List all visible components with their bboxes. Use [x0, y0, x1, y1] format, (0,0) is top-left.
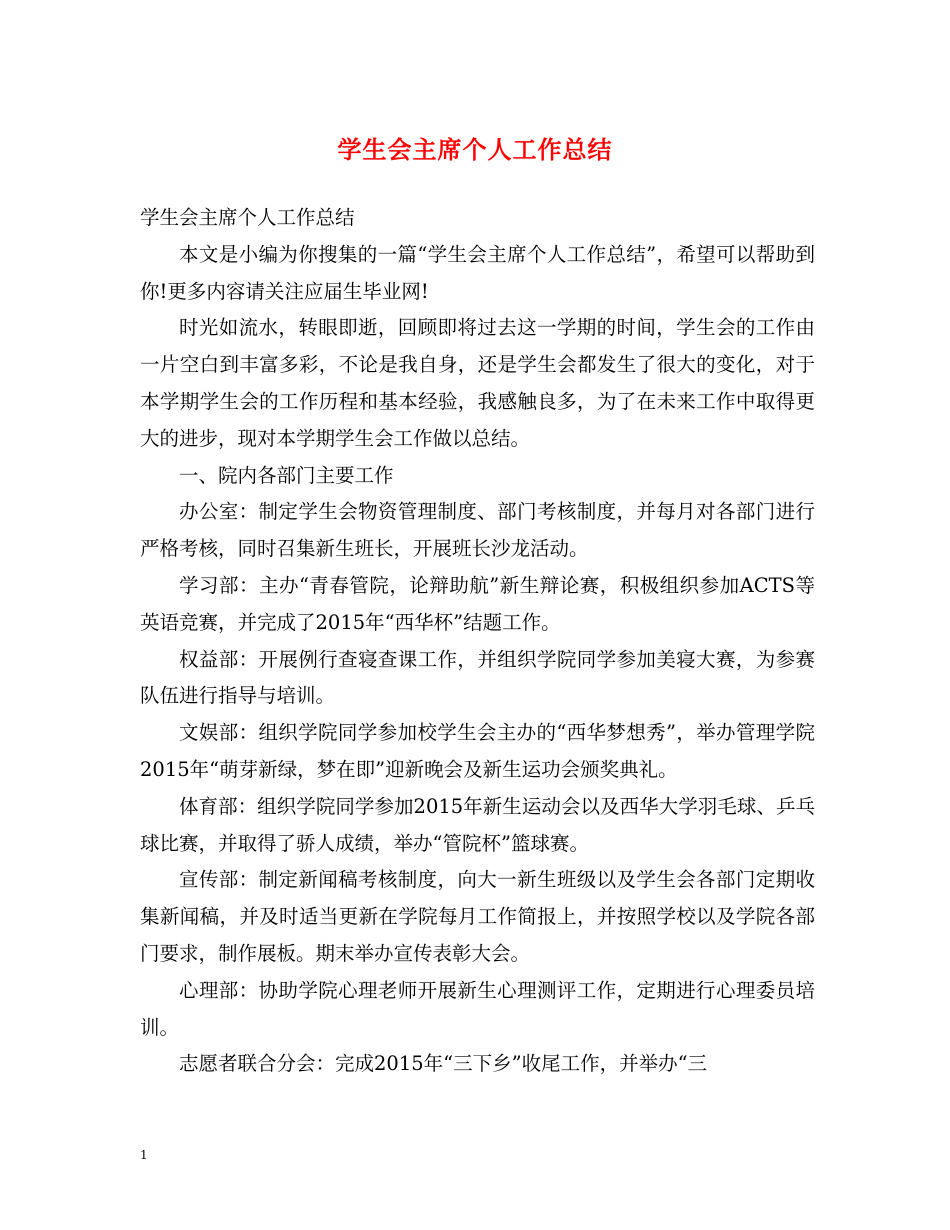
paragraph: 学习部：主办“青春管院，论辩助航”新生辩论赛，积极组织参加ACTS等英语竞赛，并完成了2015年“西华杯”结题工作。	[140, 573, 815, 634]
paragraph: 学生会主席个人工作总结	[140, 206, 355, 229]
paragraph: 本文是小编为你搜集的一篇“学生会主席个人工作总结”，希望可以帮助到你!更多内容请关注应届生毕业网!	[140, 242, 815, 303]
paragraph: 心理部：协助学院心理老师开展新生心理测评工作，定期进行心理委员培训。	[140, 978, 815, 1039]
paragraph: 办公室：制定学生会物资管理制度、部门考核制度，并每月对各部门进行严格考核，同时召集新生班长，开展班长沙龙活动。	[140, 500, 815, 561]
section-heading: 一、院内各部门主要工作	[179, 463, 394, 487]
document-body	[140, 200, 815, 1083]
paragraph: 志愿者联合分会：完成2015年“三下乡”收尾工作，并举办“三	[179, 1052, 708, 1076]
paragraph: 文娱部：组织学院同学参加校学生会主办的“西华梦想秀”，举办管理学院2015年“萌芽新绿，梦在即”迎新晚会及新生运功会颁奖典礼。	[140, 721, 815, 781]
paragraph: 宣传部：制定新闻稿考核制度，向大一新生班级以及学生会各部门定期收集新闻稿，并及时适当更新在学院每月工作简报上，并按照学校以及学院各部门要求，制作展板。期末举办宣传表彰大会。	[140, 868, 815, 965]
page-number: 1	[140, 1148, 148, 1162]
document-title: 学生会主席个人工作总结	[337, 136, 613, 164]
paragraph: 时光如流水，转眼即逝，回顾即将过去这一学期的时间，学生会的工作由一片空白到丰富多彩，不论是我自身，还是学生会都发生了很大的变化，对于本学期学生会的工作历程和基本经验，我感触良多，为了在未来工作中取得更大的进步，现对本学期学生会工作做以总结。	[140, 316, 815, 450]
paragraph: 体育部：组织学院同学参加2015年新生运动会以及西华大学羽毛球、乒乓球比赛，并取得了骄人成绩，举办“管院杯”篮球赛。	[140, 794, 815, 855]
paragraph: 权益部：开展例行查寝查课工作，并组织学院同学参加美寝大赛，为参赛队伍进行指导与培训。	[140, 647, 815, 708]
